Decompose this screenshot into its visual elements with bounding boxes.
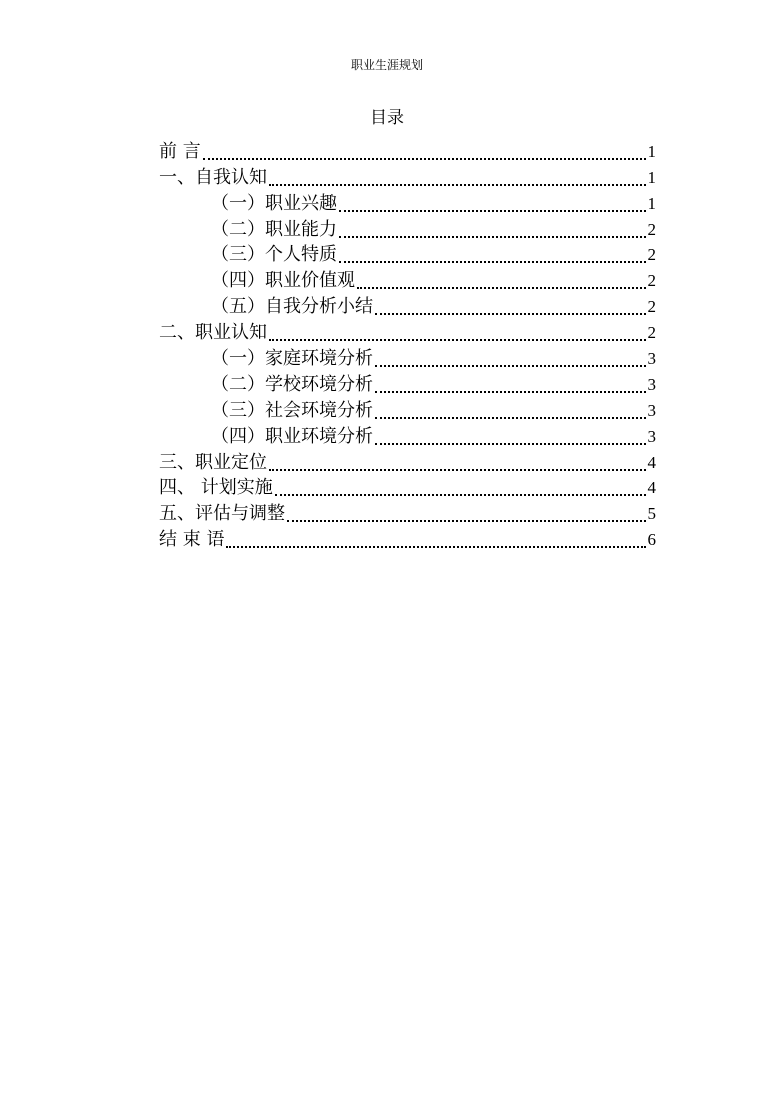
toc-entry-page: 4 [647, 478, 656, 498]
toc-entry-career-ability[interactable] [159, 215, 656, 241]
toc-leader-dots [269, 166, 646, 186]
toc-entry-label: （四）职业价值观 [211, 270, 355, 292]
toc-entry-career-environment[interactable] [159, 422, 656, 448]
toc-entry-page: 2 [647, 323, 656, 343]
toc-leader-dots [375, 399, 646, 419]
toc-entry-page: 4 [647, 452, 656, 472]
toc-entry-label: （三）个人特质 [211, 244, 337, 266]
toc-leader-dots [375, 295, 646, 315]
toc-entry-career-positioning[interactable] [159, 448, 656, 474]
toc-entry-page: 1 [647, 141, 656, 161]
toc-entry-page: 3 [647, 426, 656, 446]
toc-entry-plan-implementation[interactable] [159, 474, 656, 500]
toc-leader-dots [339, 243, 646, 263]
toc-entry-page: 2 [647, 297, 656, 317]
toc-entry-label: 五、评估与调整 [159, 503, 285, 525]
toc-entry-page: 3 [647, 400, 656, 420]
toc-leader-dots [269, 321, 646, 341]
toc-leader-dots [339, 192, 646, 212]
toc-entry-label: （一）家庭环境分析 [211, 348, 373, 370]
toc-entry-personal-traits[interactable] [159, 241, 656, 267]
toc-entry-page: 3 [647, 374, 656, 394]
toc-entry-label: （四）职业环境分析 [211, 425, 373, 447]
toc-entry-social-environment[interactable] [159, 396, 656, 422]
toc-leader-dots [375, 347, 646, 367]
toc-entry-family-environment[interactable] [159, 344, 656, 370]
toc-entry-label: 二、职业认知 [159, 322, 267, 344]
toc-entry-preface[interactable] [159, 137, 656, 163]
toc-entry-label: （三）社会环境分析 [211, 399, 373, 421]
toc-entry-career-values[interactable] [159, 266, 656, 292]
toc-entry-evaluation-adjustment[interactable] [159, 499, 656, 525]
toc-leader-dots [269, 451, 646, 471]
toc-entry-page: 2 [647, 245, 656, 265]
toc-leader-dots [275, 476, 646, 496]
toc-entry-conclusion[interactable] [159, 525, 656, 551]
toc-leader-dots [357, 269, 646, 289]
toc-entry-page: 2 [647, 271, 656, 291]
toc-entry-label: 一、自我认知 [159, 166, 267, 188]
toc-entry-school-environment[interactable] [159, 370, 656, 396]
toc-leader-dots [226, 528, 645, 548]
table-of-contents [159, 137, 656, 551]
toc-leader-dots [375, 425, 646, 445]
toc-entry-career-awareness[interactable] [159, 318, 656, 344]
toc-entry-label: 结 束 语 [159, 529, 225, 551]
toc-entry-career-interest[interactable] [159, 189, 656, 215]
toc-entry-self-awareness[interactable] [159, 163, 656, 189]
toc-leader-dots [287, 502, 646, 522]
toc-entry-page: 3 [647, 349, 656, 369]
toc-leader-dots [339, 218, 646, 238]
toc-entry-self-analysis-summary[interactable] [159, 292, 656, 318]
toc-entry-label: 四、 计划实施 [159, 477, 273, 499]
toc-entry-page: 2 [647, 219, 656, 239]
toc-entry-label: 三、职业定位 [159, 451, 267, 473]
toc-entry-page: 1 [647, 167, 656, 187]
toc-entry-page: 5 [647, 504, 656, 524]
toc-leader-dots [375, 373, 646, 393]
toc-entry-page: 1 [647, 193, 656, 213]
toc-entry-label: （五）自我分析小结 [211, 296, 373, 318]
toc-title: 目录 [370, 108, 404, 128]
running-header: 职业生涯规划 [350, 58, 423, 72]
toc-entry-page: 6 [647, 530, 656, 550]
toc-entry-label: （一）职业兴趣 [211, 192, 337, 214]
toc-entry-label: （二）学校环境分析 [211, 373, 373, 395]
toc-leader-dots [203, 140, 646, 160]
toc-entry-label: 前 言 [159, 140, 201, 162]
toc-entry-label: （二）职业能力 [211, 218, 337, 240]
